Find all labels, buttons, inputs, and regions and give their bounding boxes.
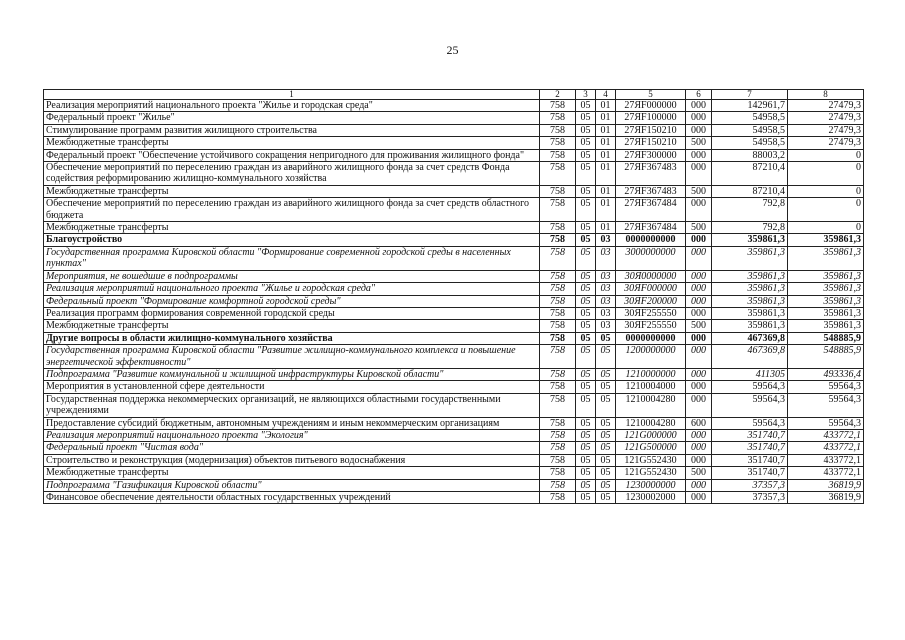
subsection-code-cell: 03 — [596, 270, 616, 282]
table-row — [44, 162, 864, 186]
row-name-cell: Предоставление субсидий бюджетным, автономным учреждениям и иным некоммерческим организациям — [44, 417, 540, 429]
department-code-cell: 758 — [540, 307, 576, 319]
amount-year-2-cell: 359861,3 — [788, 246, 864, 270]
department-code-cell: 758 — [540, 454, 576, 466]
subsection-code-cell: 03 — [596, 234, 616, 246]
department-code-cell: 758 — [540, 124, 576, 136]
expense-type-cell: 000 — [686, 479, 712, 491]
department-code-cell: 758 — [540, 368, 576, 380]
amount-year-1-cell: 359861,3 — [712, 320, 788, 332]
subsection-code-cell: 01 — [596, 100, 616, 112]
expense-type-cell: 000 — [686, 307, 712, 319]
target-article-cell: 27ЯF100000 — [616, 112, 686, 124]
column-header: 8 — [788, 90, 864, 100]
amount-year-2-cell: 433772,1 — [788, 442, 864, 454]
target-article-cell: 0000000000 — [616, 234, 686, 246]
department-code-cell: 758 — [540, 246, 576, 270]
amount-year-2-cell: 359861,3 — [788, 307, 864, 319]
amount-year-1-cell: 792,8 — [712, 198, 788, 222]
section-code-cell: 05 — [576, 345, 596, 369]
subsection-code-cell: 05 — [596, 467, 616, 479]
department-code-cell: 758 — [540, 100, 576, 112]
column-header: 4 — [596, 90, 616, 100]
expense-type-cell: 500 — [686, 467, 712, 479]
amount-year-2-cell: 359861,3 — [788, 234, 864, 246]
expense-type-cell: 000 — [686, 270, 712, 282]
subsection-code-cell: 03 — [596, 320, 616, 332]
target-article-cell: 3000000000 — [616, 246, 686, 270]
column-header: 3 — [576, 90, 596, 100]
table-row — [44, 149, 864, 161]
expense-type-cell: 500 — [686, 185, 712, 197]
expense-type-cell: 000 — [686, 149, 712, 161]
target-article-cell: 1210004000 — [616, 381, 686, 393]
amount-year-1-cell: 87210,4 — [712, 185, 788, 197]
table-row — [44, 467, 864, 479]
section-code-cell: 05 — [576, 137, 596, 149]
subsection-code-cell: 01 — [596, 124, 616, 136]
expense-type-cell: 000 — [686, 283, 712, 295]
section-code-cell: 05 — [576, 124, 596, 136]
section-code-cell: 05 — [576, 479, 596, 491]
amount-year-1-cell: 467369,8 — [712, 345, 788, 369]
subsection-code-cell: 05 — [596, 345, 616, 369]
department-code-cell: 758 — [540, 185, 576, 197]
column-header: 2 — [540, 90, 576, 100]
target-article-cell: 1230002000 — [616, 492, 686, 504]
amount-year-1-cell: 351740,7 — [712, 467, 788, 479]
amount-year-2-cell: 359861,3 — [788, 283, 864, 295]
department-code-cell: 758 — [540, 162, 576, 186]
section-code-cell: 05 — [576, 417, 596, 429]
department-code-cell: 758 — [540, 222, 576, 234]
row-name-cell: Мероприятия, не вошедшие в подпрограммы — [44, 270, 540, 282]
subsection-code-cell: 03 — [596, 246, 616, 270]
department-code-cell: 758 — [540, 429, 576, 441]
expense-type-cell: 000 — [686, 393, 712, 417]
amount-year-1-cell: 359861,3 — [712, 234, 788, 246]
amount-year-1-cell: 351740,7 — [712, 442, 788, 454]
amount-year-1-cell: 54958,5 — [712, 112, 788, 124]
department-code-cell: 758 — [540, 270, 576, 282]
subsection-code-cell: 01 — [596, 198, 616, 222]
table-row — [44, 112, 864, 124]
department-code-cell: 758 — [540, 320, 576, 332]
department-code-cell: 758 — [540, 492, 576, 504]
row-name-cell: Обеспечение мероприятий по переселению граждан из аварийного жилищного фонда за счет средств Фонда содействия реформированию жилищно-коммунального хозяйства — [44, 162, 540, 186]
section-code-cell: 05 — [576, 307, 596, 319]
amount-year-2-cell: 27479,3 — [788, 100, 864, 112]
subsection-code-cell: 05 — [596, 442, 616, 454]
expense-type-cell: 000 — [686, 124, 712, 136]
section-code-cell: 05 — [576, 454, 596, 466]
target-article-cell: 27ЯF367483 — [616, 185, 686, 197]
expense-type-cell: 000 — [686, 295, 712, 307]
amount-year-2-cell: 0 — [788, 149, 864, 161]
table-row — [44, 454, 864, 466]
row-name-cell: Стимулирование программ развития жилищного строительства — [44, 124, 540, 136]
table-row — [44, 283, 864, 295]
expense-type-cell: 000 — [686, 368, 712, 380]
table-row — [44, 137, 864, 149]
department-code-cell: 758 — [540, 234, 576, 246]
row-name-cell: Обеспечение мероприятий по переселению граждан из аварийного жилищного фонда за счет средств областного бюджета — [44, 198, 540, 222]
budget-table — [43, 89, 864, 504]
amount-year-1-cell: 87210,4 — [712, 162, 788, 186]
column-header: 5 — [616, 90, 686, 100]
table-row — [44, 185, 864, 197]
amount-year-1-cell: 792,8 — [712, 222, 788, 234]
row-name-cell: Подпрограмма "Газификация Кировской области" — [44, 479, 540, 491]
section-code-cell: 05 — [576, 442, 596, 454]
section-code-cell: 05 — [576, 185, 596, 197]
subsection-code-cell: 01 — [596, 222, 616, 234]
subsection-code-cell: 01 — [596, 162, 616, 186]
row-name-cell: Межбюджетные трансферты — [44, 222, 540, 234]
amount-year-2-cell: 0 — [788, 185, 864, 197]
table-row — [44, 295, 864, 307]
subsection-code-cell: 03 — [596, 295, 616, 307]
expense-type-cell: 000 — [686, 112, 712, 124]
section-code-cell: 05 — [576, 492, 596, 504]
page-number: 25 — [446, 43, 459, 57]
column-header-row — [44, 90, 864, 100]
expense-type-cell: 500 — [686, 320, 712, 332]
amount-year-1-cell: 351740,7 — [712, 429, 788, 441]
row-name-cell: Строительство и реконструкция (модернизация) объектов питьевого водоснабжения — [44, 454, 540, 466]
amount-year-2-cell: 27479,3 — [788, 112, 864, 124]
amount-year-1-cell: 467369,8 — [712, 332, 788, 344]
target-article-cell: 27ЯF300000 — [616, 149, 686, 161]
amount-year-1-cell: 59564,3 — [712, 381, 788, 393]
amount-year-2-cell: 27479,3 — [788, 124, 864, 136]
amount-year-1-cell: 351740,7 — [712, 454, 788, 466]
subsection-code-cell: 05 — [596, 417, 616, 429]
row-name-cell: Государственная программа Кировской области "Развитие жилищно-коммунального комплекса и повышение энергетической эффективности" — [44, 345, 540, 369]
row-name-cell: Реализация мероприятий национального проекта "Жилье и городская среда" — [44, 283, 540, 295]
expense-type-cell: 000 — [686, 454, 712, 466]
amount-year-1-cell: 359861,3 — [712, 246, 788, 270]
section-code-cell: 05 — [576, 198, 596, 222]
subsection-code-cell: 05 — [596, 381, 616, 393]
section-code-cell: 05 — [576, 429, 596, 441]
budget-table-body — [44, 90, 864, 504]
row-name-cell: Другие вопросы в области жилищно-коммунального хозяйства — [44, 332, 540, 344]
amount-year-2-cell: 0 — [788, 222, 864, 234]
row-name-cell: Мероприятия в установленной сфере деятельности — [44, 381, 540, 393]
expense-type-cell: 000 — [686, 332, 712, 344]
department-code-cell: 758 — [540, 393, 576, 417]
amount-year-2-cell: 433772,1 — [788, 429, 864, 441]
amount-year-1-cell: 359861,3 — [712, 295, 788, 307]
department-code-cell: 758 — [540, 137, 576, 149]
amount-year-1-cell: 59564,3 — [712, 393, 788, 417]
row-name-cell: Федеральный проект "Обеспечение устойчивого сокращения непригодного для проживания жилищного фонда" — [44, 149, 540, 161]
expense-type-cell: 500 — [686, 137, 712, 149]
target-article-cell: 1210004280 — [616, 393, 686, 417]
table-row — [44, 246, 864, 270]
target-article-cell: 121G552430 — [616, 467, 686, 479]
section-code-cell: 05 — [576, 467, 596, 479]
expense-type-cell: 000 — [686, 442, 712, 454]
row-name-cell: Федеральный проект "Чистая вода" — [44, 442, 540, 454]
subsection-code-cell: 05 — [596, 393, 616, 417]
amount-year-1-cell: 37357,3 — [712, 492, 788, 504]
target-article-cell: 121G000000 — [616, 429, 686, 441]
target-article-cell: 30Я0000000 — [616, 270, 686, 282]
table-row — [44, 124, 864, 136]
table-row — [44, 393, 864, 417]
department-code-cell: 758 — [540, 283, 576, 295]
amount-year-2-cell: 359861,3 — [788, 295, 864, 307]
expense-type-cell: 500 — [686, 222, 712, 234]
column-header: 6 — [686, 90, 712, 100]
department-code-cell: 758 — [540, 295, 576, 307]
table-row — [44, 368, 864, 380]
department-code-cell: 758 — [540, 381, 576, 393]
amount-year-2-cell: 27479,3 — [788, 137, 864, 149]
row-name-cell: Государственная поддержка некоммерческих организаций, не являющихся областными государственными учреждениями — [44, 393, 540, 417]
expense-type-cell: 000 — [686, 492, 712, 504]
section-code-cell: 05 — [576, 222, 596, 234]
table-row — [44, 307, 864, 319]
amount-year-2-cell: 59564,3 — [788, 393, 864, 417]
amount-year-1-cell: 88003,2 — [712, 149, 788, 161]
amount-year-1-cell: 59564,3 — [712, 417, 788, 429]
row-name-cell: Федеральный проект "Формирование комфортной городской среды" — [44, 295, 540, 307]
department-code-cell: 758 — [540, 198, 576, 222]
target-article-cell: 30ЯF255550 — [616, 307, 686, 319]
table-row — [44, 429, 864, 441]
target-article-cell: 30ЯF000000 — [616, 283, 686, 295]
target-article-cell: 27ЯF150210 — [616, 137, 686, 149]
subsection-code-cell: 01 — [596, 149, 616, 161]
subsection-code-cell: 05 — [596, 429, 616, 441]
target-article-cell: 1230000000 — [616, 479, 686, 491]
table-row — [44, 270, 864, 282]
expense-type-cell: 000 — [686, 381, 712, 393]
section-code-cell: 05 — [576, 112, 596, 124]
section-code-cell: 05 — [576, 149, 596, 161]
table-row — [44, 479, 864, 491]
department-code-cell: 758 — [540, 112, 576, 124]
expense-type-cell: 000 — [686, 100, 712, 112]
row-name-cell: Реализация мероприятий национального проекта "Экология" — [44, 429, 540, 441]
expense-type-cell: 000 — [686, 198, 712, 222]
column-header: 7 — [712, 90, 788, 100]
amount-year-1-cell: 411305 — [712, 368, 788, 380]
table-row — [44, 417, 864, 429]
section-code-cell: 05 — [576, 283, 596, 295]
target-article-cell: 1200000000 — [616, 345, 686, 369]
row-name-cell: Межбюджетные трансферты — [44, 185, 540, 197]
section-code-cell: 05 — [576, 381, 596, 393]
department-code-cell: 758 — [540, 149, 576, 161]
expense-type-cell: 000 — [686, 345, 712, 369]
subsection-code-cell: 01 — [596, 185, 616, 197]
row-name-cell: Благоустройство — [44, 234, 540, 246]
amount-year-2-cell: 0 — [788, 162, 864, 186]
table-row — [44, 320, 864, 332]
table-row — [44, 492, 864, 504]
section-code-cell: 05 — [576, 246, 596, 270]
department-code-cell: 758 — [540, 417, 576, 429]
table-row — [44, 198, 864, 222]
amount-year-2-cell: 359861,3 — [788, 320, 864, 332]
amount-year-2-cell: 36819,9 — [788, 492, 864, 504]
amount-year-1-cell: 37357,3 — [712, 479, 788, 491]
expense-type-cell: 000 — [686, 162, 712, 186]
subsection-code-cell: 03 — [596, 307, 616, 319]
amount-year-2-cell: 359861,3 — [788, 270, 864, 282]
table-row — [44, 345, 864, 369]
target-article-cell: 121G552430 — [616, 454, 686, 466]
row-name-cell: Реализация мероприятий национального проекта "Жилье и городская среда" — [44, 100, 540, 112]
department-code-cell: 758 — [540, 479, 576, 491]
amount-year-1-cell: 54958,5 — [712, 124, 788, 136]
target-article-cell: 1210004280 — [616, 417, 686, 429]
department-code-cell: 758 — [540, 467, 576, 479]
subsection-code-cell: 05 — [596, 492, 616, 504]
subsection-code-cell: 05 — [596, 454, 616, 466]
table-row — [44, 100, 864, 112]
column-header: 1 — [44, 90, 540, 100]
amount-year-2-cell: 59564,3 — [788, 381, 864, 393]
section-code-cell: 05 — [576, 332, 596, 344]
section-code-cell: 05 — [576, 320, 596, 332]
table-row — [44, 442, 864, 454]
amount-year-2-cell: 433772,1 — [788, 467, 864, 479]
amount-year-2-cell: 548885,9 — [788, 332, 864, 344]
department-code-cell: 758 — [540, 442, 576, 454]
section-code-cell: 05 — [576, 368, 596, 380]
section-code-cell: 05 — [576, 295, 596, 307]
amount-year-2-cell: 36819,9 — [788, 479, 864, 491]
table-row — [44, 234, 864, 246]
amount-year-2-cell: 59564,3 — [788, 417, 864, 429]
amount-year-1-cell: 359861,3 — [712, 307, 788, 319]
subsection-code-cell: 03 — [596, 283, 616, 295]
section-code-cell: 05 — [576, 393, 596, 417]
expense-type-cell: 000 — [686, 429, 712, 441]
row-name-cell: Финансовое обеспечение деятельности областных государственных учреждений — [44, 492, 540, 504]
section-code-cell: 05 — [576, 270, 596, 282]
section-code-cell: 05 — [576, 162, 596, 186]
subsection-code-cell: 01 — [596, 112, 616, 124]
row-name-cell: Межбюджетные трансферты — [44, 320, 540, 332]
subsection-code-cell: 05 — [596, 368, 616, 380]
target-article-cell: 27ЯF150210 — [616, 124, 686, 136]
target-article-cell: 27ЯF367484 — [616, 198, 686, 222]
target-article-cell: 121G500000 — [616, 442, 686, 454]
target-article-cell: 30ЯF200000 — [616, 295, 686, 307]
row-name-cell: Реализация программ формирования современной городской среды — [44, 307, 540, 319]
target-article-cell: 27ЯF367484 — [616, 222, 686, 234]
section-code-cell: 05 — [576, 100, 596, 112]
target-article-cell: 30ЯF255550 — [616, 320, 686, 332]
expense-type-cell: 000 — [686, 246, 712, 270]
subsection-code-cell: 05 — [596, 479, 616, 491]
table-row — [44, 381, 864, 393]
target-article-cell: 1210000000 — [616, 368, 686, 380]
table-row — [44, 222, 864, 234]
row-name-cell: Межбюджетные трансферты — [44, 467, 540, 479]
department-code-cell: 758 — [540, 332, 576, 344]
target-article-cell: 0000000000 — [616, 332, 686, 344]
amount-year-2-cell: 493336,4 — [788, 368, 864, 380]
subsection-code-cell: 05 — [596, 332, 616, 344]
amount-year-2-cell: 433772,1 — [788, 454, 864, 466]
target-article-cell: 27ЯF367483 — [616, 162, 686, 186]
expense-type-cell: 000 — [686, 234, 712, 246]
amount-year-2-cell: 0 — [788, 198, 864, 222]
amount-year-1-cell: 359861,3 — [712, 270, 788, 282]
department-code-cell: 758 — [540, 345, 576, 369]
subsection-code-cell: 01 — [596, 137, 616, 149]
row-name-cell: Федеральный проект "Жилье" — [44, 112, 540, 124]
expense-type-cell: 600 — [686, 417, 712, 429]
row-name-cell: Подпрограмма "Развитие коммунальной и жилищной инфраструктуры Кировской области" — [44, 368, 540, 380]
amount-year-1-cell: 359861,3 — [712, 283, 788, 295]
section-code-cell: 05 — [576, 234, 596, 246]
row-name-cell: Межбюджетные трансферты — [44, 137, 540, 149]
amount-year-1-cell: 142961,7 — [712, 100, 788, 112]
amount-year-1-cell: 54958,5 — [712, 137, 788, 149]
table-row — [44, 332, 864, 344]
amount-year-2-cell: 548885,9 — [788, 345, 864, 369]
row-name-cell: Государственная программа Кировской области "Формирование современной городской среды в населенных пунктах" — [44, 246, 540, 270]
target-article-cell: 27ЯF000000 — [616, 100, 686, 112]
